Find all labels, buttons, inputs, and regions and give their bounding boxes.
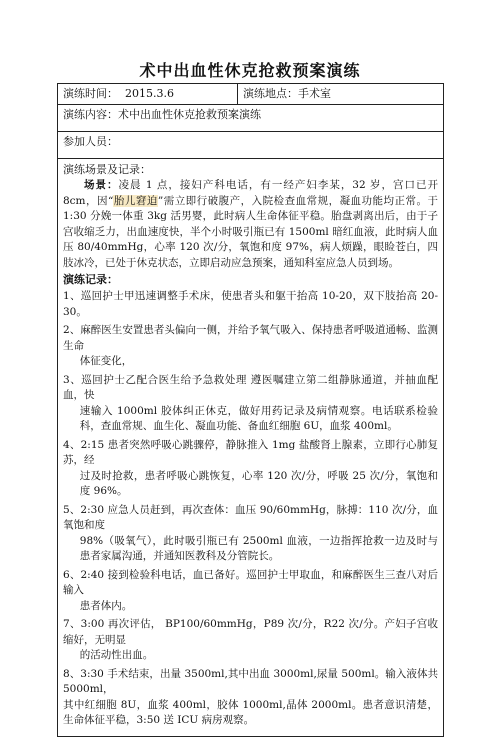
record-item-continuation: 其中红细胞 8U，血浆 400ml，胶体 1000ml,晶体 2000ml。患者意识清楚，生命体征平稳，3:50 送 ICU 病房观察。 xyxy=(63,698,438,726)
content-row xyxy=(58,105,444,132)
scene-records-cell xyxy=(58,159,444,737)
drill-place-value: 手术室 xyxy=(298,87,331,100)
participants-cell xyxy=(58,132,444,159)
drill-place-label: 演练地点： xyxy=(243,87,298,100)
scene-label: 场景： xyxy=(84,179,119,191)
scene-line1: 凌晨 1 点，接妇产科电话，有一经产妇李某，32 岁，宫口已开 8cm，因 xyxy=(63,179,438,207)
drill-place-cell xyxy=(238,84,444,105)
record-item-line: 6、2:40 接到检验科电话，血已备好。巡回护士甲取血，和麻醉医生三查八对后输入 xyxy=(63,568,438,596)
record-item-line: 7、3:00 再次评估， BP100/60mmHg，P89 次/分，R22 次/分。产妇子宫收缩好，无明显 xyxy=(63,618,438,646)
scene-quote-open: “ xyxy=(108,194,114,207)
record-item-line: 8、3:30 手术结束，出量 3500ml,其中出血 3000ml,尿量 500ml。输入液体共 5000ml， xyxy=(63,667,438,695)
record-item-continuation: 体征变化， xyxy=(79,355,133,367)
record-item xyxy=(63,323,438,370)
record-item-line: 5、2:30 应急人员赶到，再次查体：血压 90/60mmHg，脉搏：110 次/分，血氧饱和度 xyxy=(63,503,438,531)
participants-label: 参加人员： xyxy=(63,135,118,148)
scene-rest: ”需立即行破腹产，入院检查血常规，凝血功能均正常。于 1:30 分娩一体重 3kg 活男婴，此时病人生命体征平稳。胎盘剥离出后，由于子宫收缩乏力，出血速度快，半个小时吸引瓶已有 1500ml 暗红血液，此时病人血压 80/40mmHg，心率 120 次/分，氧饱和度 97%，病人烦躁，眼睑苍白，四肢冰冷，已处于休克状态，立即启动应急预案，通知科室应急人员到场。 xyxy=(63,194,438,269)
record-item-continuation: 98%（吸氧气），此时吸引瓶已有 2500ml 血液，一边指挥抢救一边及时与患者家属沟通，并通知医教科及分管院长。 xyxy=(79,534,438,562)
record-item-line: 2、麻醉医生安置患者头偏向一侧，并给予氧气吸入、保持患者呼吸道通畅、监测生命 xyxy=(63,324,438,352)
drill-content-cell xyxy=(58,105,444,132)
records-heading: 演练记录： xyxy=(63,273,118,286)
record-item-line: 4、2:15 患者突然呼吸心跳骤停，静脉推入 1mg 盐酸肾上腺素，立即行心肺复苏，经 xyxy=(63,438,438,466)
scene-records-row xyxy=(58,159,444,737)
record-item-continuation: 速输入 1000ml 胶体纠正休克，做好用药记录及病情观察。电话联系检验科，查血常规、血生化、凝血功能、备血红细胞 6U，血浆 400ml。 xyxy=(79,404,438,432)
drill-time-cell xyxy=(58,84,238,105)
page-title: 术中出血性休克抢救预案演练 xyxy=(139,61,361,80)
record-item-continuation: 的活动性出血。 xyxy=(79,649,154,661)
record-item-line: 3、巡回护士乙配合医生给予急救处理 遵医嘱建立第二组静脉通道，并抽血配血，快 xyxy=(63,373,438,401)
record-item-line: 1、巡回护士甲迅速调整手术床，使患者头和躯干抬高 10-20，双下肢抬高 20-30。 xyxy=(63,290,438,318)
time-place-row xyxy=(58,84,444,105)
record-item xyxy=(63,438,438,500)
scene-heading: 演练场景及记录： xyxy=(63,163,151,176)
record-item xyxy=(63,617,438,664)
record-item xyxy=(63,667,438,729)
drill-time-label: 演练时间： xyxy=(63,87,118,100)
record-item xyxy=(63,503,438,565)
record-item-continuation: 过及时抢救，患者呼吸心跳恢复，心率 120 次/分，呼吸 25 次/分，氧饱和度 96%。 xyxy=(79,469,438,497)
record-item xyxy=(63,373,438,435)
drill-content-label: 演练内容： xyxy=(63,108,118,121)
record-item-continuation: 患者体内。 xyxy=(79,599,133,612)
scene-paragraph xyxy=(63,178,438,271)
drill-record-table xyxy=(57,83,444,737)
record-item xyxy=(63,568,438,615)
drill-time-value: 2015.3.6 xyxy=(125,87,174,100)
record-item xyxy=(63,289,438,320)
participants-row xyxy=(58,132,444,159)
scene-highlight: 胎儿窘迫 xyxy=(113,194,158,207)
drill-content-value: 术中出血性休克抢救预案演练 xyxy=(118,108,261,121)
